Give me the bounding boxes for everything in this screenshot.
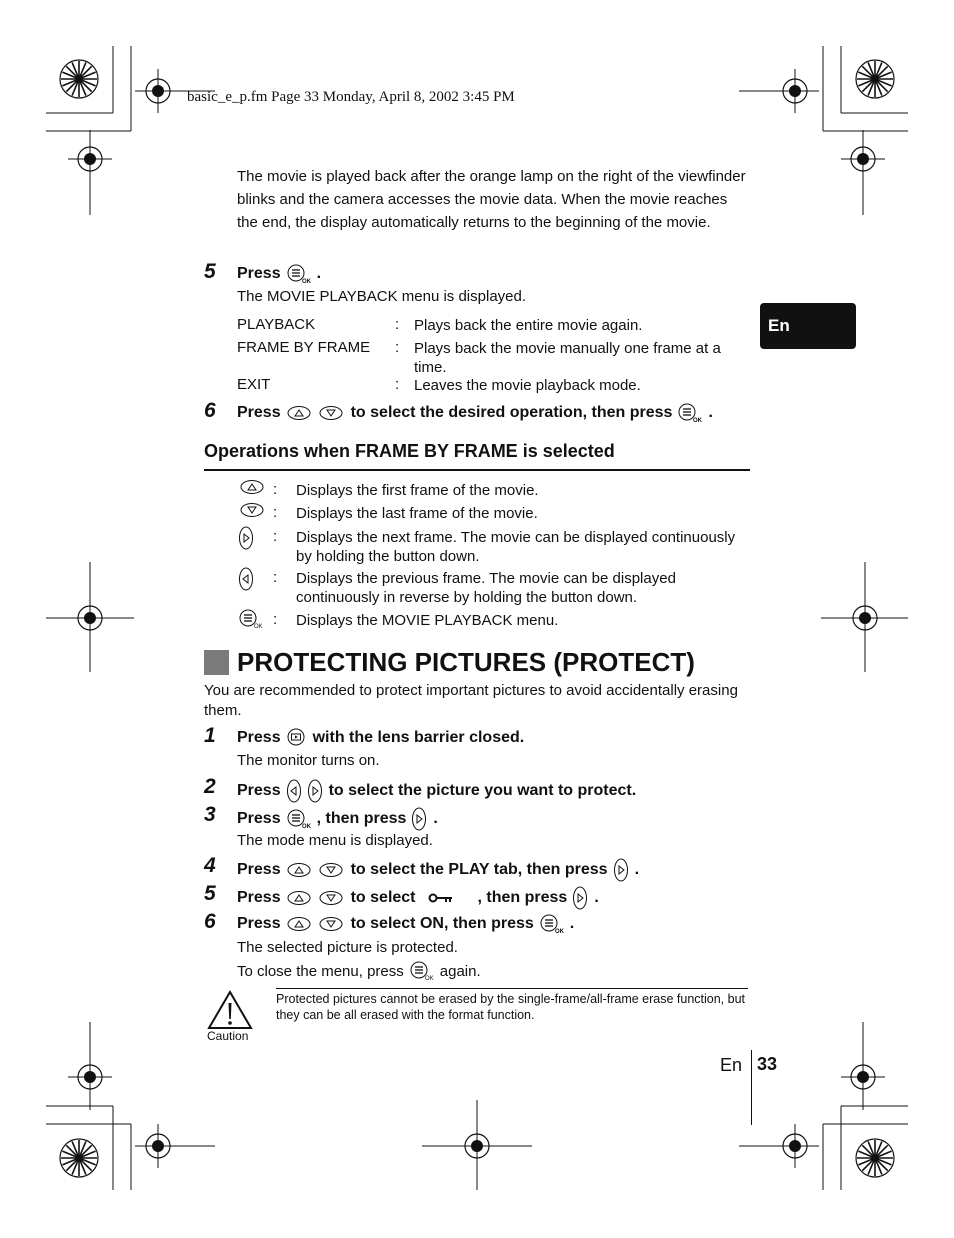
menu-ok-button-icon	[540, 914, 564, 934]
up-arrow-button-icon	[240, 479, 266, 497]
caution-warning-icon	[206, 989, 254, 1031]
step-6-instruction: Press to select the desired operation, then press .	[237, 403, 713, 423]
step-note: The selected picture is protected.	[237, 939, 458, 956]
down-arrow-button-icon	[319, 405, 345, 421]
step-number: 6	[204, 910, 216, 933]
up-arrow-button-icon	[287, 890, 313, 906]
caution-text: Protected pictures cannot be erased by the single-frame/all-frame erase function, but they can be all erased with the format function.	[276, 988, 748, 1023]
step-number: 1	[204, 724, 216, 747]
intro-paragraph: The movie is played back after the orange lamp on the right of the viewfinder blinks and the camera accesses the movie data. When the movie reaches the end, the display automatically returns to the beginning of the movie.	[237, 168, 746, 231]
file-header: basic_e_p.fm Page 33 Monday, April 8, 2002 3:45 PM	[187, 89, 515, 105]
protect-step-2: Press to select the picture you want to protect.	[237, 779, 636, 803]
down-arrow-button-icon	[319, 890, 345, 906]
footer-divider	[751, 1050, 752, 1125]
step-note: The mode menu is displayed.	[237, 832, 433, 849]
step-number: 5	[204, 882, 216, 905]
protect-step-5: Press to select , then press .	[237, 886, 599, 910]
down-arrow-button-icon	[319, 916, 345, 932]
step-number: 6	[204, 399, 216, 422]
step-note: The MOVIE PLAYBACK menu is displayed.	[237, 288, 527, 305]
step-number: 3	[204, 803, 216, 826]
heading-rule	[204, 469, 750, 471]
right-arrow-button-icon	[239, 526, 255, 552]
menu-ok-button-icon	[678, 403, 702, 423]
menu-ok-button-icon	[287, 264, 311, 284]
right-arrow-button-icon	[308, 779, 323, 803]
up-arrow-button-icon	[287, 916, 313, 932]
section-intro: You are recommended to protect important pictures to avoid accidentally erasing them.	[204, 682, 738, 719]
page-number: 33	[757, 1054, 778, 1074]
step-note: The monitor turns on.	[237, 752, 380, 769]
menu-ok-button-icon	[410, 961, 434, 981]
protect-key-icon	[428, 891, 468, 905]
right-arrow-button-icon	[573, 886, 588, 910]
right-arrow-button-icon	[412, 807, 427, 831]
step-number: 4	[204, 854, 216, 877]
footer-language: En	[720, 1055, 743, 1075]
section-marker	[204, 650, 229, 675]
menu-ok-button-icon	[239, 609, 265, 631]
protect-step-1: Press with the lens barrier closed.	[237, 729, 525, 746]
playback-button-icon	[287, 728, 307, 748]
operations-heading: Operations when FRAME BY FRAME is selected	[204, 441, 615, 461]
down-arrow-button-icon	[319, 862, 345, 878]
right-arrow-button-icon	[614, 858, 629, 882]
menu-ok-button-icon	[287, 809, 311, 829]
up-arrow-button-icon	[287, 862, 313, 878]
protect-step-4: Press to select the PLAY tab, then press .	[237, 858, 639, 882]
protect-step-6: Press to select ON, then press .	[237, 914, 574, 934]
step-number: 2	[204, 775, 216, 798]
up-arrow-button-icon	[287, 405, 313, 421]
step-5-instruction: Press .	[237, 264, 321, 284]
section-title: PROTECTING PICTURES (PROTECT)	[204, 647, 695, 678]
step-number: 5	[204, 260, 216, 283]
left-arrow-button-icon	[287, 779, 302, 803]
left-arrow-button-icon	[239, 567, 255, 593]
step-note-close-menu: To close the menu, press again.	[237, 961, 481, 981]
caution-label: Caution	[207, 1029, 249, 1043]
protect-step-3: Press , then press .	[237, 807, 438, 831]
language-tab: En	[760, 303, 856, 349]
down-arrow-button-icon	[240, 502, 266, 520]
